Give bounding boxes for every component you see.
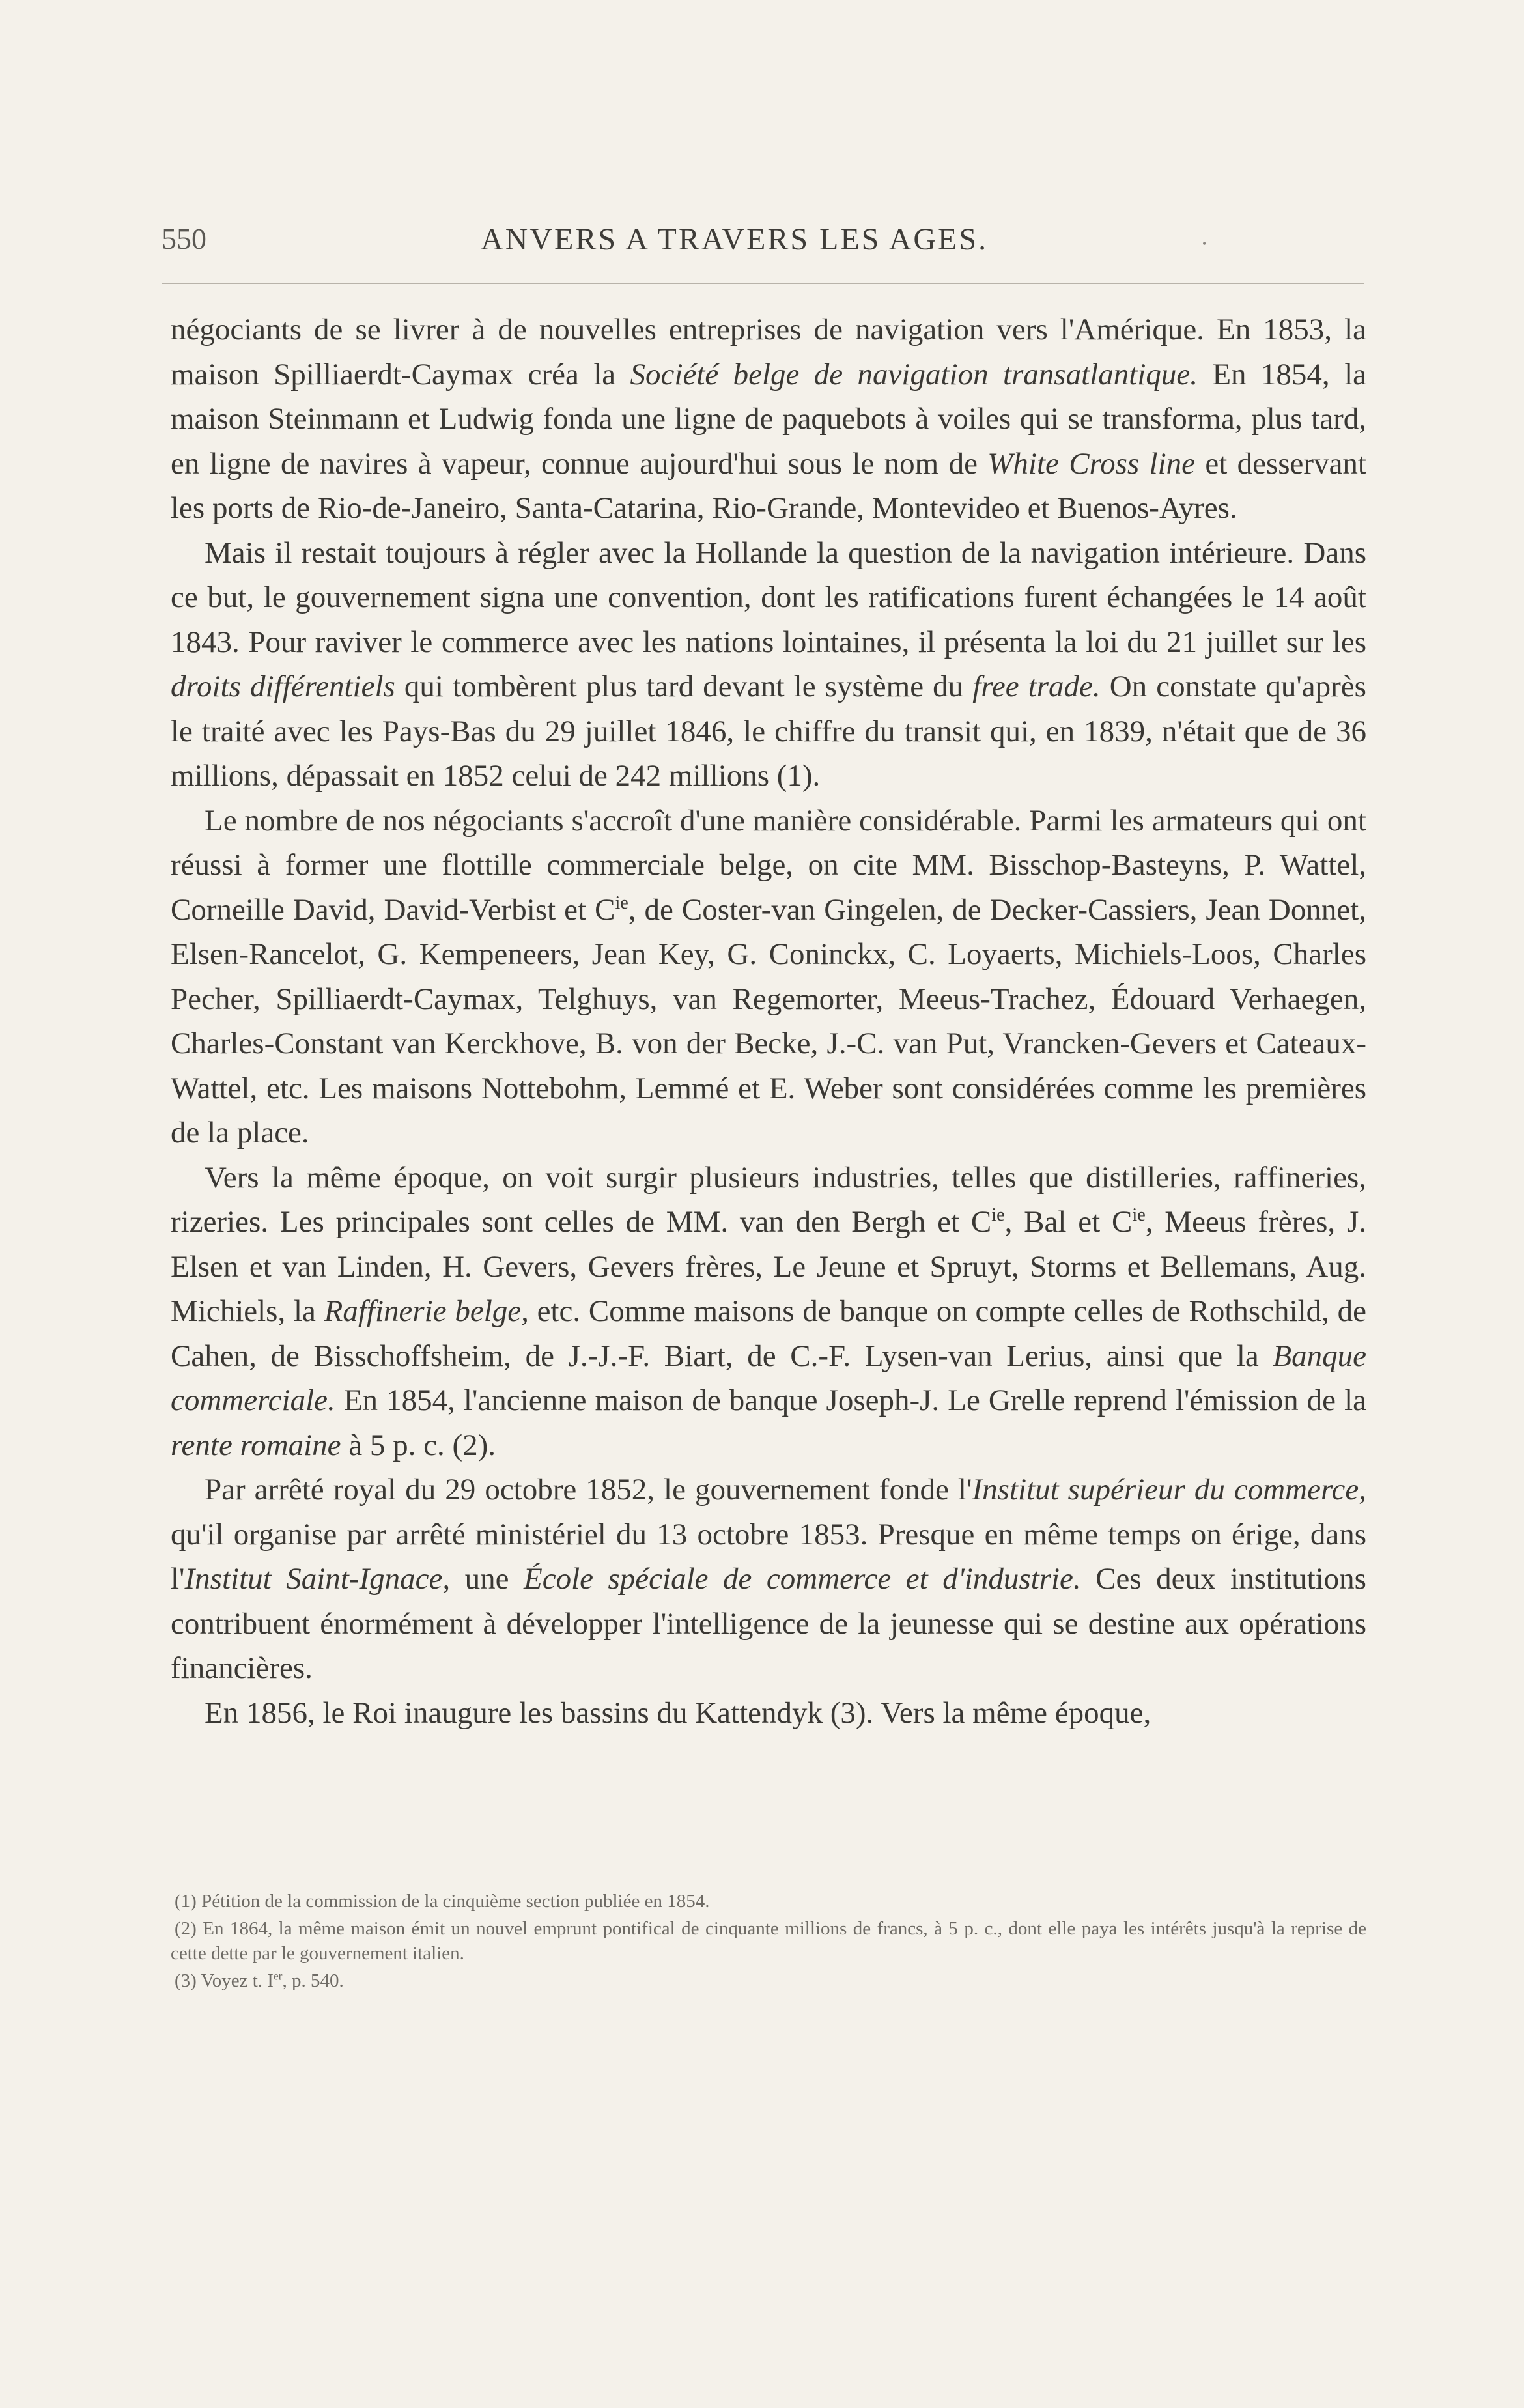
paragraph-text-span: , Bal et C — [1004, 1205, 1133, 1239]
footnote-text-span: (1) Pétition de la commission de la cinquième section publiée en 1854. — [175, 1891, 710, 1912]
paragraph-italic-span: droits différentiels — [171, 670, 395, 703]
paragraph-italic-span: Institut Saint-Ignace, — [184, 1562, 451, 1596]
page-number: 550 — [162, 222, 206, 255]
paragraph-text-span: On constate qu'après le traité avec les Pays-Bas du 29 juillet 1846, le chiffre du transit qui, en 1839, n'était que de 36 millions, dépassait en 1852 celui de 242 millions (1). — [171, 670, 1366, 793]
footnotes — [171, 1889, 1366, 1996]
paragraph-text-span: une — [450, 1562, 524, 1596]
footnote-text-span: (2) En 1864, la même maison émit un nouvel emprunt pontifical de cinquante millions de francs, à 5 p. c., dont elle paya les intérêts jusqu'à la reprise de cette dette par le gouvernement italien. — [171, 1918, 1366, 1964]
paragraph-text-span: , Meeus frères, J. Elsen et van Linden, H. Gevers, Gevers frères, Le Jeune et Spruyt, Storms et Bellemans, Aug. Michiels, la — [171, 1205, 1366, 1328]
footnote-text-span: (3) Voyez t. I — [175, 1970, 274, 1991]
paragraph-text-span: En 1854, l'ancienne maison de banque Joseph-J. Le Grelle reprend l'émission de la — [335, 1383, 1366, 1417]
paragraph-1 — [171, 307, 1366, 531]
paragraph-text-span: Vers la même époque, on voit surgir plusieurs industries, telles que distilleries, raffineries, rizeries. Les principales sont celles de MM. van den Bergh et C — [171, 1160, 1366, 1239]
paragraph-text-span: En 1854, la maison Steinmann et Ludwig fonda une ligne de paquebots à voiles qui se transforma, plus tard, en ligne de navires à vapeur, connue aujourd'hui sous le nom de — [171, 357, 1366, 481]
paragraph-text-span: qu'il organise par arrêté ministériel du 13 octobre 1853. Presque en même temps on érige, dans l' — [171, 1517, 1366, 1596]
paragraph-superscript: ie — [615, 892, 628, 913]
paragraph-text-span: etc. Comme maisons de banque on compte celles de Rothschild, de Cahen, de Bisschoffsheim, de J.-J.-F. Biart, de C.-F. Lysen-van Lerius, ainsi que la — [171, 1294, 1366, 1373]
footnote-superscript: er — [273, 1969, 283, 1983]
paragraph-text-span: Par arrêté royal du 29 octobre 1852, le gouvernement fonde l' — [205, 1473, 972, 1507]
paragraph-italic-span: Société belge de navigation transatlantique. — [630, 357, 1198, 391]
paragraph-italic-span: free trade. — [972, 670, 1101, 703]
paragraph-italic-span: rente romaine — [171, 1428, 341, 1462]
header-rule — [162, 283, 1364, 284]
paragraph-3 — [171, 799, 1366, 1155]
running-title: ANVERS A TRAVERS LES AGES. — [481, 222, 989, 257]
paragraph-6 — [171, 1691, 1366, 1736]
paragraph-text-span: Ces deux institutions contribuent énormément à développer l'intelligence de la jeunesse qui se destine aux opérations financières. — [171, 1562, 1366, 1685]
paragraph-text-span: négociants de se livrer à de nouvelles entreprises de navigation vers l'Amérique. En 1853, la maison Spilliaerdt-Caymax créa la — [171, 313, 1366, 391]
header-ornament-dot: • — [1202, 237, 1207, 250]
paragraph-italic-span: École spéciale de commerce et d'industrie. — [524, 1562, 1081, 1596]
paragraph-text-span: et desservant les ports de Rio-de-Janeiro, Santa-Catarina, Rio-Grande, Montevideo et Buenos-Ayres. — [171, 446, 1366, 525]
paragraph-italic-span: Banque commerciale. — [171, 1339, 1366, 1417]
paragraph-text-span: En 1856, le Roi inaugure les bassins du Kattendyk (3). Vers la même époque, — [205, 1695, 1151, 1730]
footnote-1 — [171, 1889, 1366, 1914]
page-header — [162, 215, 1366, 267]
footnote-text-span: , p. 540. — [282, 1970, 344, 1991]
footnote-3 — [171, 1968, 1366, 1993]
paragraph-2 — [171, 531, 1366, 799]
paragraph-5 — [171, 1467, 1366, 1691]
paragraph-4 — [171, 1155, 1366, 1468]
paragraph-text-span: Mais il restait toujours à régler avec la Hollande la question de la navigation intérieure. Dans ce but, le gouvernement signa une convention, dont les ratifications furent échangées le 14 août 1843. Pour raviver le commerce avec les nations lointaines, il présenta la loi du 21 juillet sur les — [171, 535, 1366, 659]
paragraph-superscript: ie — [991, 1205, 1005, 1226]
paragraph-text-span: Le nombre de nos négociants s'accroît d'une manière considérable. Parmi les armateurs qui ont réussi à former une flottille commerciale belge, on cite MM. Bisschop-Basteyns, P. Wattel, Corneille David, David-Verbist et C — [171, 803, 1366, 927]
paragraph-text-span: à 5 p. c. (2). — [341, 1428, 496, 1462]
paragraph-text-span: , de Coster-van Gingelen, de Decker-Cassiers, Jean Donnet, Elsen-Rancelot, G. Kempeneers, Jean Key, G. Coninckx, C. Loyaerts, Michiels-Loos, Charles Pecher, Spilliaerdt-Caymax, Telghuys, van Regemorter, Meeus-Trachez, Édouard Verhaegen, Charles-Constant van Kerckhove, B. von der Becke, J.-C. van Put, Vrancken-Gevers et Cateaux-Wattel, etc. Les maisons Nottebohm, Lemmé et E. Weber sont considérées comme les premières de la place. — [171, 892, 1366, 1150]
body-text — [171, 307, 1366, 1735]
paragraph-italic-span: Raffinerie belge, — [324, 1294, 529, 1328]
paragraph-italic-span: White Cross line — [987, 446, 1196, 481]
footnote-2 — [171, 1916, 1366, 1966]
paragraph-text-span: qui tombèrent plus tard devant le système du — [395, 670, 973, 703]
paragraph-italic-span: Institut supérieur du commerce, — [972, 1473, 1367, 1507]
paragraph-superscript: ie — [1132, 1205, 1146, 1226]
